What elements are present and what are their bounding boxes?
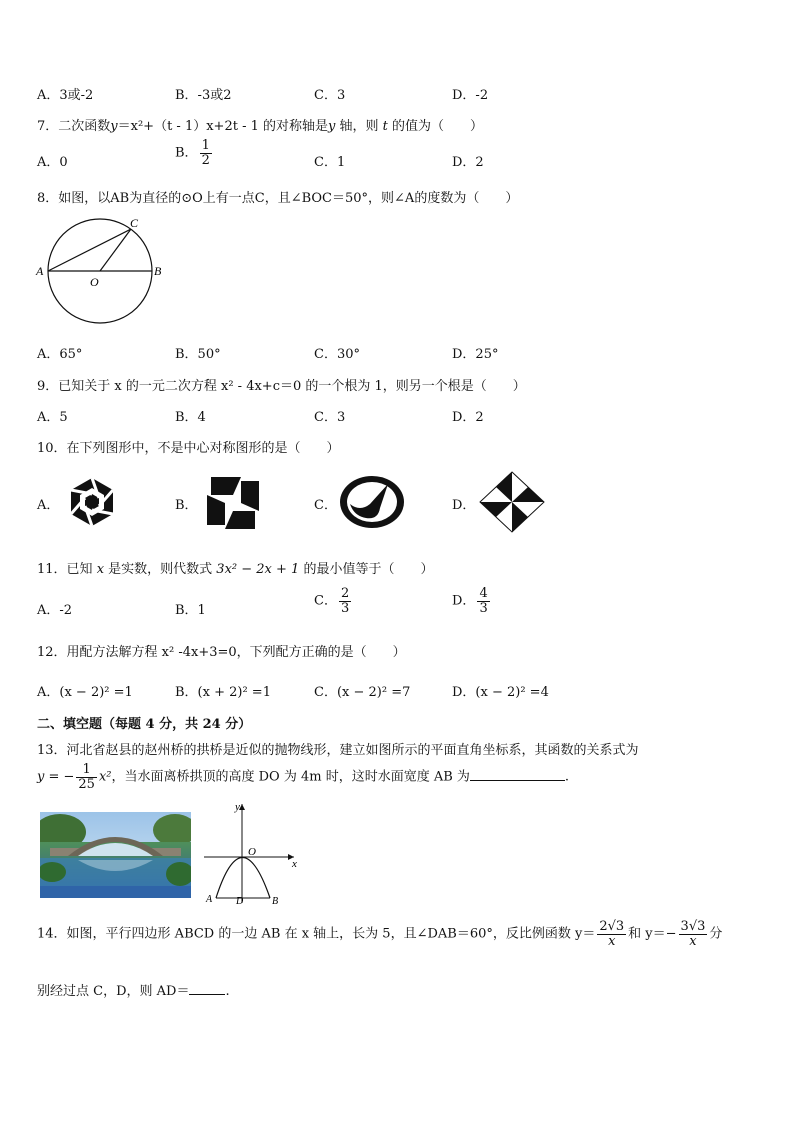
label-a: A bbox=[206, 894, 213, 905]
q8-option-a: A．65° bbox=[37, 347, 83, 362]
q9-option-c: C．3 bbox=[314, 410, 346, 425]
q10-figure-d-four-blade bbox=[478, 470, 546, 534]
label-o: O bbox=[90, 275, 99, 289]
q10-option-a-label: A． bbox=[37, 498, 60, 513]
q6-option-c: C．3 bbox=[314, 88, 346, 103]
label-y: y bbox=[235, 801, 240, 813]
section-heading-fill-in: 二、填空题（每题 4 分，共 24 分） bbox=[37, 717, 252, 732]
q8-option-b: B．50° bbox=[175, 347, 221, 362]
q10-option-c-label: C． bbox=[314, 498, 337, 513]
label-o: O bbox=[248, 846, 256, 858]
chord-ac bbox=[48, 229, 131, 271]
q7-option-a: A．0 bbox=[37, 155, 68, 170]
q9-option-d: D．2 bbox=[452, 410, 484, 425]
q10-figure-b-pinwheel-square bbox=[203, 473, 263, 533]
q12-option-d: D．(x − 2)² =4 bbox=[452, 685, 549, 700]
q11-option-d: D． $\frac{4}{3}$ bbox=[452, 586, 488, 616]
label-d: D bbox=[236, 896, 244, 905]
q9-stem: 9．已知关于 x 的一元二次方程 x² - 4x+c＝0 的一个根为 1，则另一个根是（ ） bbox=[37, 379, 526, 394]
q8-option-d: D．25° bbox=[452, 347, 499, 362]
q8-option-c: C．30° bbox=[314, 347, 360, 362]
q14-line2: 别经过点 C，D，则 AD＝ . bbox=[37, 984, 230, 999]
q13-line1: 13．河北省赵县的赵州桥的拱桥是近似的抛物线形，建立如图所示的平面直角坐标系，其函数的关系式为 bbox=[37, 743, 639, 758]
q11-option-b: B．1 bbox=[175, 603, 206, 618]
q13-answer-blank[interactable] bbox=[470, 768, 565, 781]
y-axis-arrow bbox=[239, 804, 245, 810]
label-c: C bbox=[130, 216, 139, 230]
q7-option-c: C．1 bbox=[314, 155, 346, 170]
radius-oc bbox=[100, 229, 131, 271]
q12-stem: 12．用配方法解方程 x² -4x+3=0，下列配方正确的是（ ） bbox=[37, 645, 406, 660]
q9-option-a: A．5 bbox=[37, 410, 68, 425]
label-a: A bbox=[36, 264, 44, 278]
q11-stem: 11．已知 x 是实数，则代数式 3x² − 2x + 1 的最小值等于（ ） bbox=[37, 562, 434, 577]
q10-stem: 10．在下列图形中，不是中心对称图形的是（ ） bbox=[37, 441, 340, 456]
q10-figure-c-oval-logo bbox=[338, 474, 406, 530]
q7-option-d: D．2 bbox=[452, 155, 484, 170]
label-b: B bbox=[154, 264, 162, 278]
parabola bbox=[216, 858, 270, 899]
q12-option-b: B．(x + 2)² =1 bbox=[175, 685, 271, 700]
q12-option-c: C．(x − 2)² =7 bbox=[314, 685, 411, 700]
q11-option-a: A．-2 bbox=[37, 603, 73, 618]
q14-answer-blank[interactable] bbox=[189, 982, 225, 995]
q7-option-b: B． $\frac{1}{2}$ bbox=[175, 138, 210, 168]
q6-option-d: D．-2 bbox=[452, 88, 489, 103]
label-b: B bbox=[272, 896, 279, 905]
q13-parabola-figure bbox=[200, 800, 300, 905]
q6-option-a: A．3或-2 bbox=[37, 88, 94, 103]
q14-line1: 14．如图，平行四边形 ABCD 的一边 AB 在 x 轴上，长为 5，且∠DAB＝60°，反比例函数 y＝ $\frac{2√3}{x}$ 和 y＝− $\frac{3√3}{x}$ 分 bbox=[37, 919, 723, 949]
q6-option-b: B．-3或2 bbox=[175, 88, 232, 103]
q13-bridge-photo bbox=[40, 812, 191, 898]
q10-option-b-label: B． bbox=[175, 498, 198, 513]
q10-figure-a-hexagon-logo bbox=[65, 475, 119, 529]
q8-circle-figure bbox=[32, 215, 167, 330]
q8-stem: 8．如图，以AB为直径的⊙O上有一点C，且∠BOC＝50°，则∠A的度数为（ ） bbox=[37, 191, 519, 206]
q10-option-d-label: D． bbox=[452, 498, 476, 513]
label-x: x bbox=[292, 858, 297, 870]
q9-option-b: B．4 bbox=[175, 410, 206, 425]
q13-line2: y = − $\frac{1}{25}$ x²，当水面离桥拱顶的高度 DO 为 4m 时，这时水面宽度 AB 为 . bbox=[37, 762, 570, 792]
q11-option-c: C． $\frac{2}{3}$ bbox=[314, 586, 350, 616]
q12-option-a: A．(x − 2)² =1 bbox=[37, 685, 133, 700]
q7-stem: 7．二次函数y＝x²+（t - 1）x+2t - 1 的对称轴是y 轴，则 t 的值为（ ） bbox=[37, 119, 484, 134]
